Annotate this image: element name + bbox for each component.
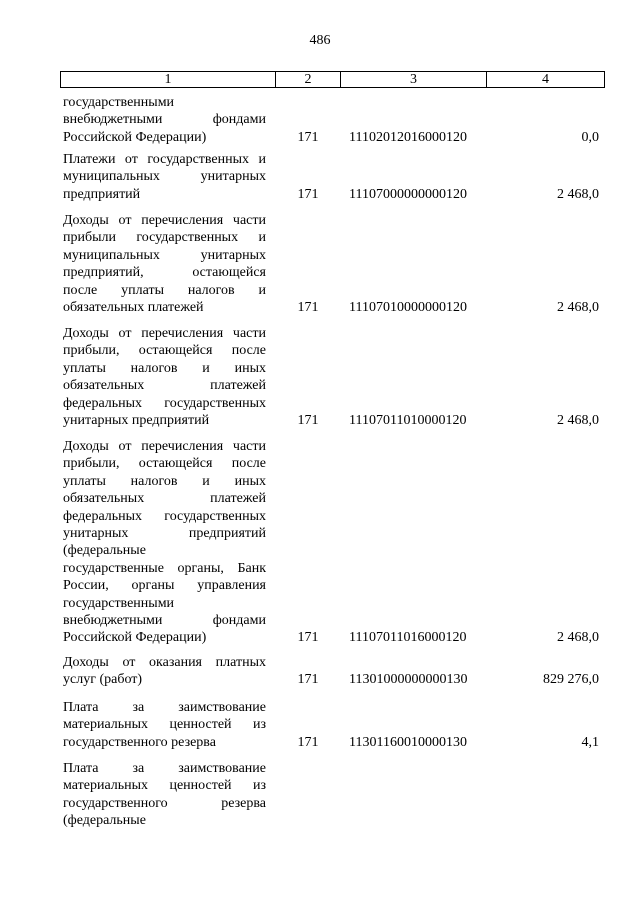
description-line: обязательных платежей: [63, 491, 266, 507]
description-line: внебюджетными фондами: [63, 612, 266, 628]
page-number: 486: [309, 33, 331, 48]
description-line: предприятий, остающейся: [63, 265, 266, 281]
description-line: прибыли государственных и: [63, 230, 266, 246]
description-line: государственного резерва: [63, 734, 216, 750]
description-line: прибыли, остающейся после: [63, 343, 266, 359]
amount-value: 2 468,0: [557, 630, 599, 646]
description-line: федеральных государственных: [63, 395, 266, 411]
budget-classification-code: 11102012016000120: [349, 129, 467, 145]
description-line: услуг (работ): [63, 672, 143, 688]
description-line: государственные органы, Банк: [63, 560, 266, 576]
admin-code: 171: [297, 734, 319, 750]
column-header-1: 1: [164, 72, 172, 87]
description-line: уплаты налогов и иных: [63, 360, 266, 376]
amount-value: 829 276,0: [543, 672, 599, 688]
description-line: России, органы управления: [63, 578, 266, 594]
row-description: [63, 151, 266, 203]
description-line: Доходы от перечисления части: [63, 213, 266, 228]
description-line: Доходы от оказания платных: [63, 655, 266, 670]
description-line: муниципальных унитарных: [63, 247, 266, 263]
description-line: (федеральные: [63, 813, 146, 829]
admin-code: 171: [297, 672, 319, 688]
budget-classification-code: 11107011016000120: [349, 630, 467, 646]
admin-code: 171: [297, 413, 319, 428]
description-line: Платежи от государственных и: [63, 152, 266, 167]
description-line: Плата за заимствование: [63, 761, 266, 776]
budget-classification-code: 11301000000000130: [349, 672, 468, 688]
description-line: федеральных государственных: [63, 508, 266, 524]
amount-value: 2 468,0: [557, 413, 599, 428]
table-header: [60, 71, 605, 88]
row-description: [63, 654, 266, 689]
description-line: Доходы от перечисления части: [63, 326, 266, 341]
description-line: муниципальных унитарных: [63, 169, 266, 185]
admin-code: 171: [297, 129, 319, 145]
row-description: [63, 438, 266, 647]
description-line: после уплаты налогов и: [63, 282, 266, 298]
admin-code: 171: [297, 300, 319, 315]
amount-value: 4,1: [581, 734, 599, 750]
description-line: Доходы от перечисления части: [63, 439, 266, 454]
column-header-4: 4: [486, 72, 604, 87]
description-line: материальных ценностей из: [63, 778, 266, 794]
description-line: государственного резерва: [63, 795, 266, 811]
amount-value: 2 468,0: [557, 186, 599, 202]
budget-classification-code: 11107011010000120: [349, 413, 467, 428]
admin-code: 171: [297, 186, 319, 202]
budget-classification-code: 11107010000000120: [349, 300, 467, 315]
description-line: Российской Федерации): [63, 630, 207, 646]
row-description: [63, 760, 266, 830]
budget-classification-code: 11107000000000120: [349, 186, 467, 202]
description-line: обязательных платежей: [63, 378, 266, 394]
row-description: [63, 212, 266, 316]
column-header-3: 3: [340, 72, 486, 87]
row-description: [63, 699, 266, 751]
description-line: государственными: [63, 595, 175, 611]
column-header-2: 2: [275, 72, 340, 87]
description-line: материальных ценностей из: [63, 717, 266, 733]
description-line: уплаты налогов и иных: [63, 473, 266, 489]
admin-code: 171: [297, 630, 319, 646]
budget-classification-code: 11301160010000130: [349, 734, 467, 750]
description-line: унитарных предприятий: [63, 525, 266, 541]
row-description: [63, 325, 266, 429]
description-line: Российской Федерации): [63, 129, 207, 145]
description-line: предприятий: [63, 186, 141, 202]
description-line: прибыли, остающейся после: [63, 456, 266, 472]
amount-value: 2 468,0: [557, 300, 599, 315]
description-line: государственными: [63, 95, 175, 110]
description-line: обязательных платежей: [63, 299, 204, 315]
description-line: внебюджетными фондами: [63, 112, 266, 128]
amount-value: 0,0: [581, 129, 599, 145]
description-line: (федеральные: [63, 543, 146, 559]
row-description: [63, 94, 266, 146]
description-line: Плата за заимствование: [63, 700, 266, 715]
description-line: унитарных предприятий: [63, 412, 210, 428]
